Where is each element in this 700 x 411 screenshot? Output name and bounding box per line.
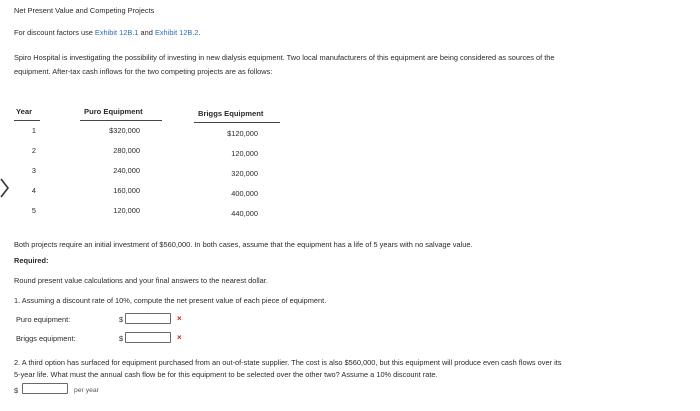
chevron-left-icon[interactable] bbox=[0, 178, 10, 198]
table-cell-briggs: $120,000 bbox=[227, 129, 258, 138]
discount-note-suffix: . bbox=[198, 28, 201, 37]
briggs-header-rule bbox=[194, 122, 280, 123]
discount-note-mid: and bbox=[138, 28, 155, 37]
question-2-line-1: 2. A third option has surfaced for equipment purchased from an out-of-state supplier. The cost is also $560,000, but this equipment will produce even cash flows over its bbox=[14, 358, 562, 367]
intro-line-2: equipment. After-tax cash inflows for the two competing projects are as follows: bbox=[14, 67, 273, 76]
q2-currency: $ bbox=[14, 386, 19, 395]
table-cell-puro: 120,000 bbox=[113, 206, 140, 215]
puro-incorrect-icon: × bbox=[177, 314, 182, 323]
table-cell-year: 3 bbox=[31, 166, 36, 175]
exhibit-12b2-link[interactable]: Exhibit 12B.2 bbox=[154, 28, 199, 37]
briggs-currency: $ bbox=[119, 334, 124, 343]
page-title: Net Present Value and Competing Projects bbox=[14, 6, 155, 15]
table-cell-year: 4 bbox=[31, 186, 36, 195]
table-cell-puro: 240,000 bbox=[113, 166, 140, 175]
both-projects-text: Both projects require an initial investment of $560,000. In both cases, assume that the equipment has a life of 5 years with no salvage value. bbox=[14, 240, 473, 249]
question-1: 1. Assuming a discount rate of 10%, compute the net present value of each piece of equipment. bbox=[14, 296, 327, 305]
year-header: Year bbox=[16, 107, 33, 116]
briggs-header: Briggs Equipment bbox=[198, 109, 264, 118]
discount-note-prefix: For discount factors use bbox=[14, 28, 95, 37]
year-header-rule bbox=[14, 120, 40, 121]
puro-header: Puro Equipment bbox=[84, 107, 143, 116]
briggs-equipment-label: Briggs equipment: bbox=[16, 334, 76, 343]
table-cell-briggs: 440,000 bbox=[231, 209, 258, 218]
annual-cash-flow-input[interactable] bbox=[22, 383, 68, 394]
per-year-label: per year bbox=[74, 387, 99, 394]
table-cell-year: 5 bbox=[31, 206, 36, 215]
intro-line-1: Spiro Hospital is investigating the possibility of investing in new dialysis equipment. Two local manufacturers of this equipment are being considered as sources of the bbox=[14, 53, 555, 62]
table-cell-year: 2 bbox=[31, 146, 36, 155]
table-cell-puro: 280,000 bbox=[113, 146, 140, 155]
round-note: Round present value calculations and your final answers to the nearest dollar. bbox=[14, 276, 268, 285]
table-cell-briggs: 320,000 bbox=[231, 169, 258, 178]
exhibit-12b1-link[interactable]: Exhibit 12B.1 bbox=[94, 28, 139, 37]
table-cell-briggs: 400,000 bbox=[231, 189, 258, 198]
puro-header-rule bbox=[80, 120, 162, 121]
puro-npv-input[interactable] bbox=[125, 313, 171, 324]
briggs-incorrect-icon: × bbox=[177, 333, 182, 342]
table-cell-puro: 160,000 bbox=[113, 186, 140, 195]
briggs-npv-input[interactable] bbox=[125, 332, 171, 343]
table-cell-puro: $320,000 bbox=[109, 126, 140, 135]
discount-note bbox=[14, 28, 201, 37]
required-label: Required: bbox=[14, 256, 49, 265]
table-cell-briggs: 120,000 bbox=[231, 149, 258, 158]
table-cell-year: 1 bbox=[31, 126, 36, 135]
question-2-line-2: 5-year life. What must the annual cash flow be for this equipment to be selected over the other two? Assume a 10% discount rate. bbox=[14, 370, 438, 379]
puro-currency: $ bbox=[119, 315, 124, 324]
puro-equipment-label: Puro equipment: bbox=[16, 315, 71, 324]
